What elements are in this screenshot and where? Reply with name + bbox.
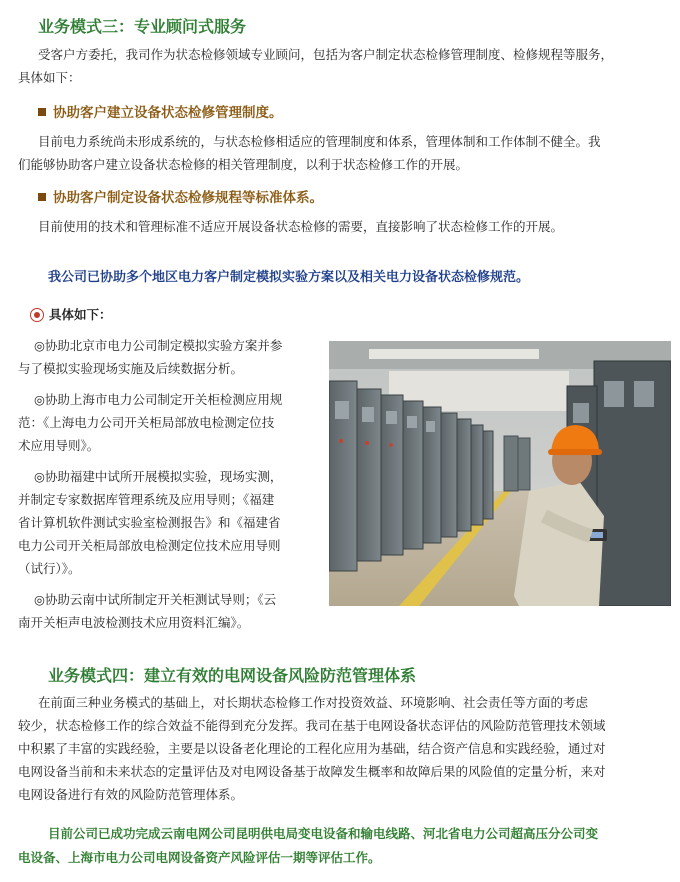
- achievements-line: 目前公司已成功完成云南电网公司昆明供电局变电设备和输电线路、河北省电力公司超高压分公司变: [48, 826, 599, 841]
- paragraph-line: 中积累了丰富的实践经验，主要是以设备老化理论的工程化应用为基础，结合资产信息和实践经验，通过对: [18, 741, 606, 756]
- list-item-line: 范：《上海电力公司开关柜局部放电检测定位技: [18, 415, 275, 430]
- details-label-text: 具体如下：: [49, 307, 112, 322]
- section-title-mode4: 业务模式四：建立有效的电网设备风险防范管理体系: [48, 666, 417, 685]
- list-item-line: （试行）》。: [18, 561, 81, 576]
- list-item-line: ◎协助云南中试所制定开关柜测试导则；《云: [34, 592, 277, 607]
- square-bullet-icon: [38, 193, 46, 201]
- subheading-text: 协助客户建立设备状态检修管理制度。: [53, 105, 283, 121]
- list-item: [18, 334, 323, 380]
- subheading-standards: [38, 186, 323, 206]
- list-item: [18, 465, 323, 580]
- detail-list: [18, 334, 323, 634]
- subheading-management-system: [38, 101, 283, 121]
- details-label: [30, 305, 112, 323]
- mode4-paragraph: [18, 691, 678, 806]
- list-item: [18, 388, 323, 457]
- list-item-line: 术应用导则》。: [18, 438, 100, 453]
- sub1-line-1: 目前电力系统尚未形成系统的，与状态检修相适应的管理制度和体系，管理体制和工作体制不健全。我: [38, 134, 601, 149]
- highlight-statement: 我公司已协助多个地区电力客户制定模拟实验方案以及相关电力设备状态检修规范。: [48, 270, 530, 285]
- subheading-text: 协助客户制定设备状态检修规程等标准体系。: [53, 190, 323, 206]
- section-title-mode3: 业务模式三：专业顾问式服务: [38, 17, 247, 36]
- achievements-statement: [18, 822, 678, 870]
- list-item-line: ◎协助福建中试所开展模拟实验，现场实测，: [34, 469, 283, 484]
- list-item: [18, 588, 323, 634]
- paragraph-line: 在前面三种业务模式的基础上，对长期状态检修工作对投资效益、环境影响、社会责任等方面的考虑: [38, 695, 589, 710]
- list-item-line: 南开关柜声电波检测技术应用资料汇编》。: [18, 615, 250, 630]
- intro-line-1: 受客户方委托，我司作为状态检修领域专业顾问，包括为客户制定状态检修管理制度、检修规程等服务，: [38, 47, 614, 62]
- list-item-line: 电力公司开关柜局部放电检测定位技术应用导则: [18, 538, 281, 553]
- list-item-line: 省计算机软件测试实验室检测报告》和《福建省: [18, 515, 281, 530]
- radio-bullet-icon: [30, 308, 44, 322]
- sub2-line-1: 目前使用的技术和管理标准不适应开展设备状态检修的需要，直接影响了状态检修工作的开展。: [38, 219, 564, 234]
- achievements-line: 电设备、上海市电力公司电网设备资产风险评估一期等评估工作。: [18, 850, 381, 865]
- list-item-line: ◎协助上海市电力公司制定开关柜检测应用规: [34, 392, 283, 407]
- paragraph-line: 电网设备当前和未来状态的定量评估及对电网设备基于故障发生概率和故障后果的风险值的定量分析，来对: [18, 764, 606, 779]
- switchgear-room-photo: [329, 341, 671, 606]
- list-item-line: ◎协助北京市电力公司制定模拟实验方案并参: [34, 338, 283, 353]
- list-item-line: 与了模拟实验现场实施及后续数据分析。: [18, 361, 244, 376]
- sub1-line-2: 们能够协助客户建立设备状态检修的相关管理制度，以利于状态检修工作的开展。: [18, 157, 469, 172]
- intro-line-2: 具体如下：: [18, 70, 81, 85]
- paragraph-line: 电网设备进行有效的风险防范管理体系。: [18, 787, 244, 802]
- list-item-line: 并制定专家数据库管理系统及应用导则；《福建: [18, 492, 275, 507]
- paragraph-line: 较少，状态检修工作的综合效益不能得到充分发挥。我司在基于电网设备状态评估的风险防范管理技术领域: [18, 718, 606, 733]
- square-bullet-icon: [38, 108, 46, 116]
